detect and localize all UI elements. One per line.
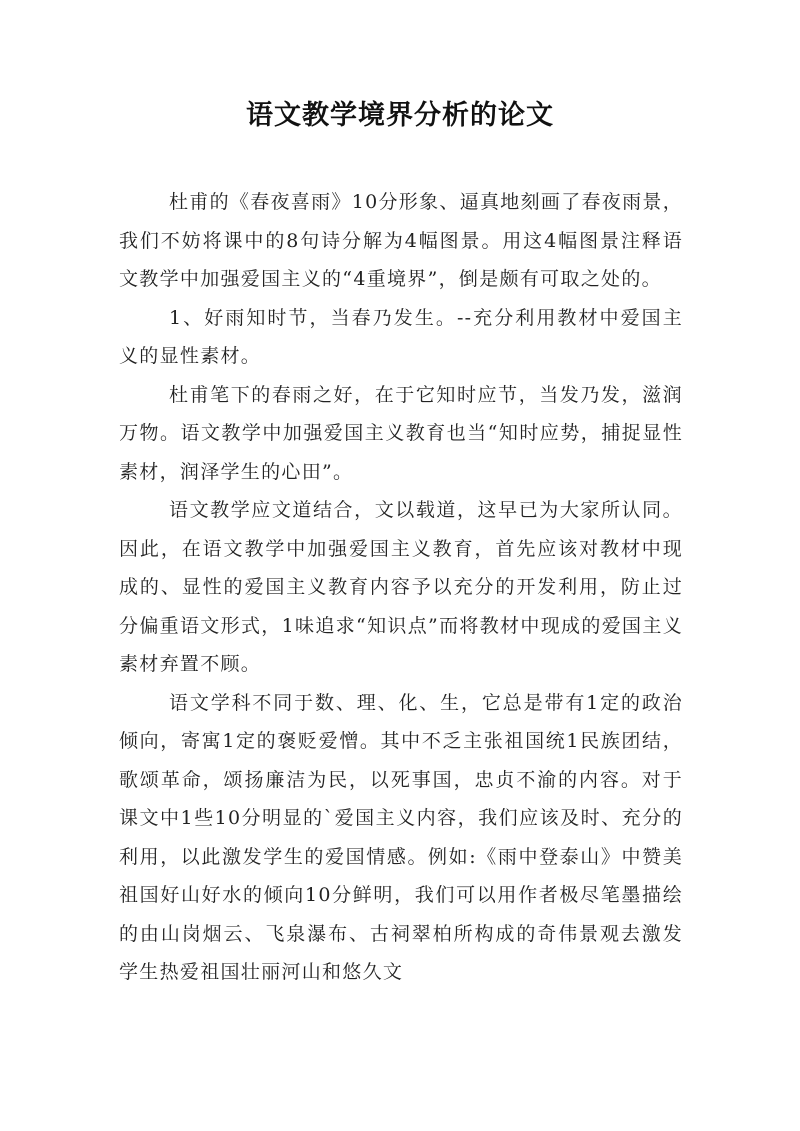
- paragraph-spring-rain: 杜甫笔下的春雨之好，在于它知时应节，当发乃发，滋润万物。语文教学中加强爱国主义教育也当“知时应势，捕捉显性素材，润泽学生的心田”。: [119, 383, 683, 483]
- document-body: [119, 183, 683, 992]
- paragraph-intro: 杜甫的《春夜喜雨》10分形象、逼真地刻画了春夜雨景，我们不妨将课中的8句诗分解为4幅图景。用这4幅图景注释语文教学中加强爱国主义的“4重境界”，倒是颇有可取之处的。: [119, 191, 683, 290]
- paragraph-heading-1: 1、好雨知时节，当春乃发生。--充分利用教材中爱国主义的显性素材。: [119, 306, 683, 367]
- paragraph-literature-and-morals: 语文教学应文道结合，文以载道，这早已为大家所认同。因此，在语文教学中加强爱国主义教育，首先应该对教材中现成的、显性的爱国主义教育内容予以充分的开发利用，防止过分偏重语文形式，1味追求“知识点”而将教材中现成的爱国主义素材弃置不顾。: [119, 499, 683, 675]
- document-title: 语文教学境界分析的论文: [246, 100, 554, 131]
- paragraph-subject-difference: 语文学科不同于数、理、化、生，它总是带有1定的政治倾向，寄寓1定的褒贬爱憎。其中不乏主张祖国统1民族团结，歌颂革命，颂扬廉洁为民，以死事国，忠贞不渝的内容。对于课文中1些10分明显的`爱国主义内容，我们应该及时、充分的利用，以此激发学生的爱国情感。例如:《雨中登泰山》中赞美祖国好山好水的倾向10分鲜明，我们可以用作者极尽笔墨描绘的由山岗烟云、飞泉瀑布、古祠翠柏所构成的奇伟景观去激发学生热爱祖国壮丽河山和悠久文: [119, 691, 683, 983]
